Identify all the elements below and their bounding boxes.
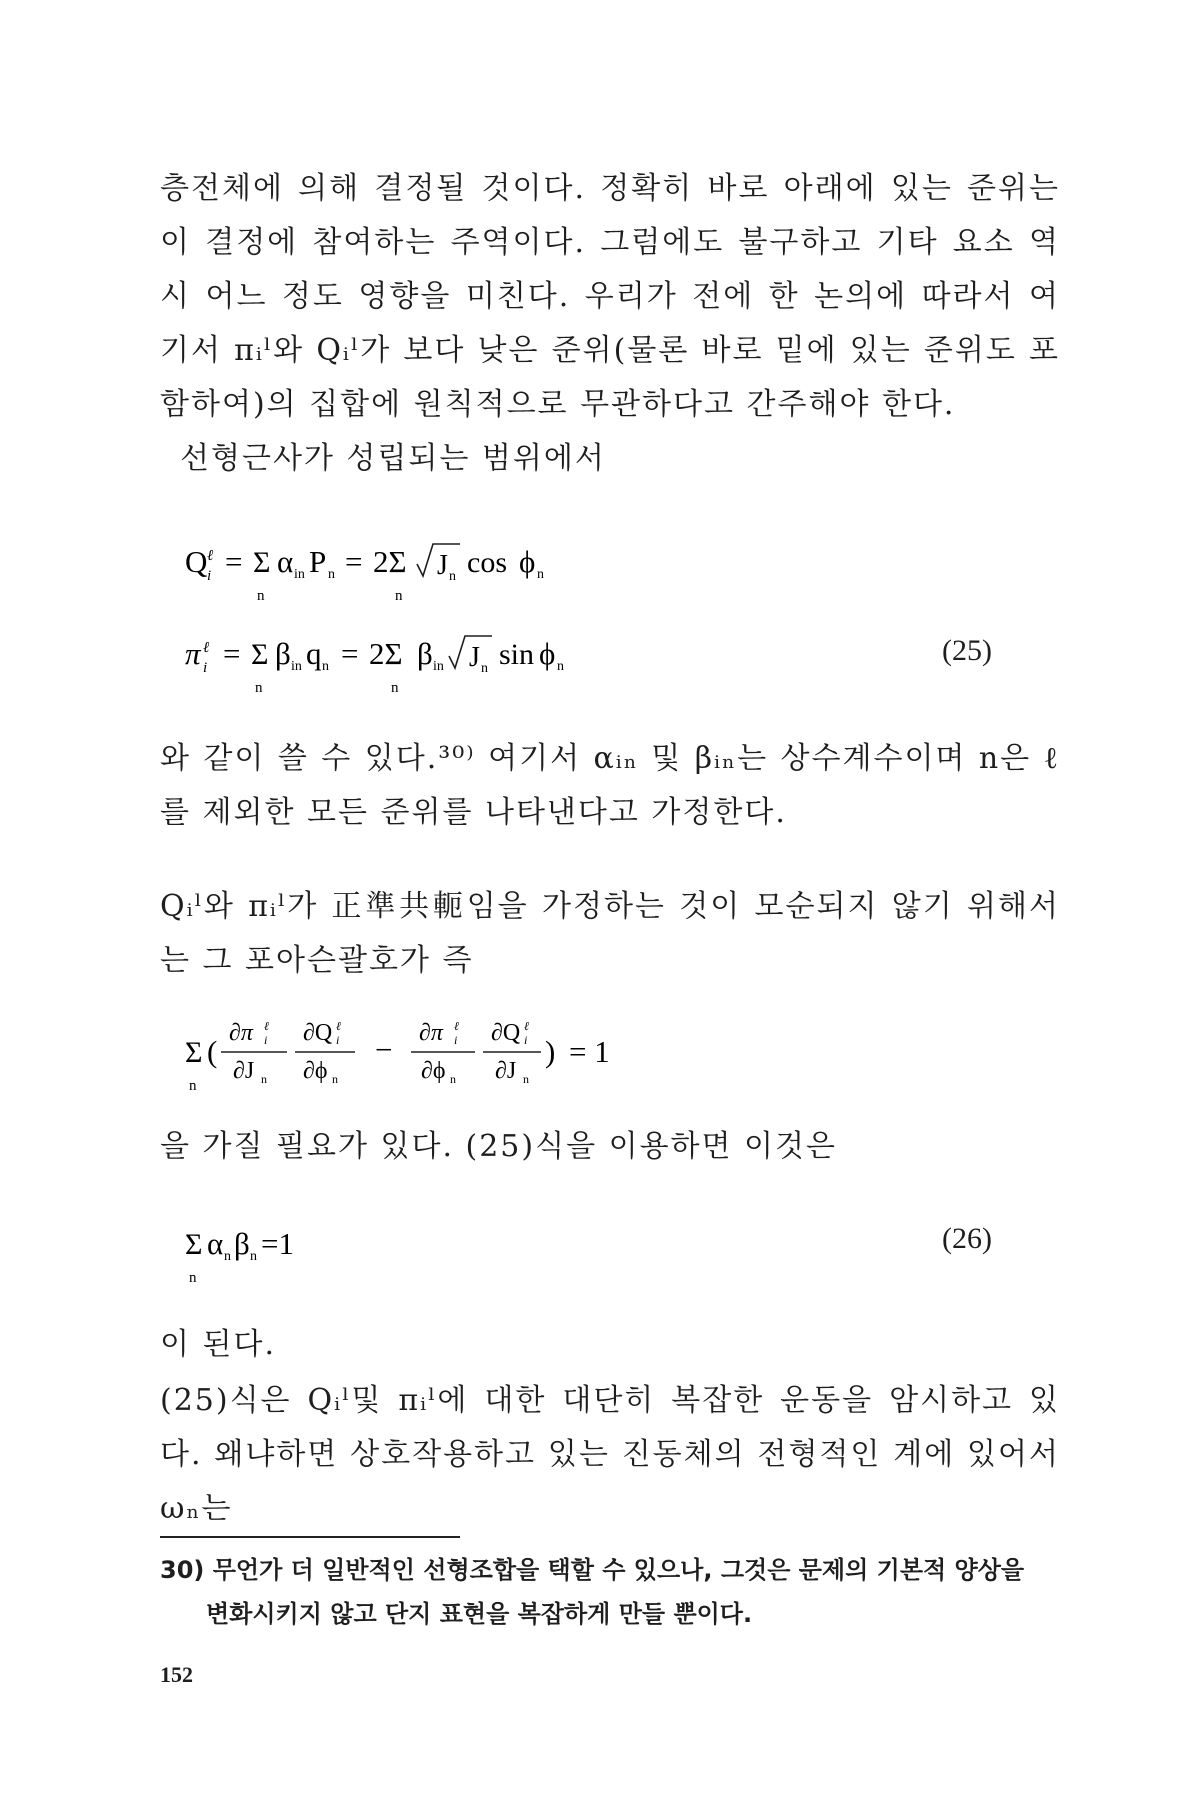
svg-text:ℓ: ℓ: [336, 1019, 341, 1033]
svg-text:Σ: Σ: [251, 638, 269, 671]
svg-text:sin: sin: [499, 638, 535, 671]
svg-text:n: n: [261, 1072, 267, 1086]
equation-poisson-svg: [185, 1010, 665, 1100]
svg-text:n: n: [189, 1270, 197, 1286]
svg-text:i: i: [264, 1033, 268, 1047]
svg-text:in: in: [291, 659, 302, 674]
svg-text:Σ: Σ: [185, 1036, 203, 1069]
svg-text:P: P: [309, 544, 327, 579]
svg-text:Σ: Σ: [185, 1228, 203, 1261]
paragraph-7: [160, 1374, 1060, 1536]
svg-text:ℓ: ℓ: [207, 548, 214, 564]
svg-text:n: n: [257, 588, 265, 604]
svg-text:π: π: [185, 636, 201, 671]
equation-26: [185, 1222, 385, 1300]
svg-text:ℓ: ℓ: [264, 1019, 269, 1033]
svg-text:(: (: [207, 1034, 218, 1069]
equation-25-number: (25): [942, 634, 992, 667]
paragraph-3: [160, 732, 1060, 840]
svg-text:n: n: [391, 680, 399, 696]
svg-text:β: β: [275, 636, 291, 671]
svg-text:n: n: [255, 680, 263, 696]
svg-text:∂J: ∂J: [233, 1058, 255, 1084]
svg-text:n: n: [189, 1078, 197, 1094]
svg-text:=: =: [345, 544, 363, 579]
svg-text:n: n: [322, 659, 329, 674]
svg-text:=: =: [341, 636, 359, 671]
footnote-marker: 30): [160, 1556, 205, 1584]
equation-poisson: [185, 1010, 665, 1108]
svg-text:i: i: [207, 568, 212, 584]
paragraph-1-text: 층전체에 의해 결정될 것이다. 정확히 바로 아래에 있는 준위는 이 결정에 참여하는 주역이다. 그럼에도 불구하고 기타 요소 역시 어느 정도 영향을 미친다. 우리가 전에 한 논의에 따라서 여기서 πᵢˡ와 Qᵢˡ가 보다 낮은 준위(물론 바로 밑에 있는 준위도 포함하여)의 집합에 원칙적으로 무관하다고 간주해야 한다.: [160, 171, 1060, 422]
paragraph-5: [160, 1120, 1060, 1174]
svg-text:=1: =1: [261, 1226, 294, 1261]
svg-text:): ): [545, 1034, 556, 1069]
svg-text:in: in: [433, 659, 444, 674]
equation-25b: [185, 632, 645, 710]
svg-text:n: n: [395, 588, 403, 604]
svg-text:=: =: [223, 636, 241, 671]
svg-text:i: i: [524, 1033, 528, 1047]
paragraph-6: [160, 1318, 1060, 1372]
svg-text:J: J: [437, 550, 448, 581]
svg-text:∂ϕ: ∂ϕ: [303, 1058, 328, 1084]
svg-text:α: α: [207, 1226, 224, 1261]
svg-text:n: n: [332, 1072, 338, 1086]
svg-text:n: n: [224, 1249, 231, 1264]
svg-text:ℓ: ℓ: [454, 1019, 459, 1033]
footnote-line-1: 무언가 더 일반적인 선형조합을 택할 수 있으나, 그것은 문제의 기본적 양상을: [212, 1556, 1025, 1584]
svg-text:n: n: [537, 567, 544, 582]
svg-text:β: β: [417, 636, 433, 671]
svg-text:i: i: [203, 660, 208, 676]
svg-text:2Σ: 2Σ: [373, 544, 407, 579]
svg-text:n: n: [557, 659, 564, 674]
svg-text:α: α: [277, 544, 294, 579]
svg-text:n: n: [328, 567, 335, 582]
svg-text:n: n: [450, 1072, 456, 1086]
paragraph-6-text: 이 된다.: [160, 1327, 277, 1362]
equation-25a: [185, 540, 605, 618]
footnote: [160, 1548, 1060, 1636]
svg-text:2Σ: 2Σ: [369, 636, 403, 671]
footnote-line-2: 변화시키지 않고 단지 표현을 복잡하게 만들 뿐이다.: [206, 1600, 753, 1628]
equation-25a-svg: [185, 540, 605, 610]
equation-26-svg: [185, 1222, 385, 1292]
svg-text:Σ: Σ: [253, 546, 271, 579]
svg-text:∂J: ∂J: [495, 1058, 517, 1084]
svg-text:∂Q: ∂Q: [491, 1020, 521, 1046]
page-number: 152: [160, 1662, 193, 1687]
svg-text:=: =: [225, 544, 243, 579]
svg-text:i: i: [454, 1033, 458, 1047]
svg-text:n: n: [250, 1249, 257, 1264]
svg-text:∂π: ∂π: [229, 1020, 253, 1046]
svg-text:Q: Q: [185, 544, 208, 579]
svg-text:i: i: [336, 1033, 340, 1047]
svg-text:q: q: [306, 636, 322, 671]
paragraph-3-text: 와 같이 쓸 수 있다.³⁰⁾ 여기서 αᵢₙ 및 βᵢₙ는 상수계수이며 n은 ℓ를 제외한 모든 준위를 나타낸다고 가정한다.: [160, 741, 1060, 830]
svg-text:∂ϕ: ∂ϕ: [421, 1058, 446, 1084]
paragraph-1: [160, 162, 1060, 432]
svg-text:∂Q: ∂Q: [303, 1020, 333, 1046]
svg-text:in: in: [294, 567, 305, 582]
svg-text:β: β: [234, 1226, 250, 1261]
svg-text:ϕ: ϕ: [539, 636, 556, 671]
svg-text:−: −: [375, 1032, 393, 1067]
svg-text:cos: cos: [467, 546, 507, 579]
paragraph-5-text: 을 가질 필요가 있다. (25)식을 이용하면 이것은: [160, 1129, 837, 1164]
paragraph-2-text: 선형근사가 성립되는 범위에서: [180, 441, 606, 476]
equation-26-number: (26): [942, 1222, 992, 1255]
paragraph-4-text: Qᵢˡ와 πᵢˡ가 正準共軛임을 가정하는 것이 모순되지 않기 위해서는 그 포아슨괄호가 즉: [160, 889, 1060, 978]
paragraph-2: [160, 432, 1080, 486]
svg-text:n: n: [449, 569, 456, 584]
svg-text:= 1: = 1: [569, 1034, 610, 1069]
svg-text:∂π: ∂π: [419, 1020, 443, 1046]
svg-text:ϕ: ϕ: [519, 544, 536, 579]
equation-25b-svg: [185, 632, 645, 702]
footnote-rule: [160, 1536, 460, 1538]
svg-text:J: J: [469, 642, 480, 673]
paragraph-7-text: (25)식은 Qᵢˡ및 πᵢˡ에 대한 대단히 복잡한 운동을 암시하고 있다. 왜냐하면 상호작용하고 있는 진동체의 전형적인 계에 있어서 ωₙ는: [160, 1383, 1060, 1526]
svg-text:ℓ: ℓ: [524, 1019, 529, 1033]
svg-text:ℓ: ℓ: [203, 640, 210, 656]
svg-text:n: n: [523, 1072, 529, 1086]
svg-text:n: n: [481, 661, 488, 676]
paragraph-4: [160, 880, 1060, 988]
